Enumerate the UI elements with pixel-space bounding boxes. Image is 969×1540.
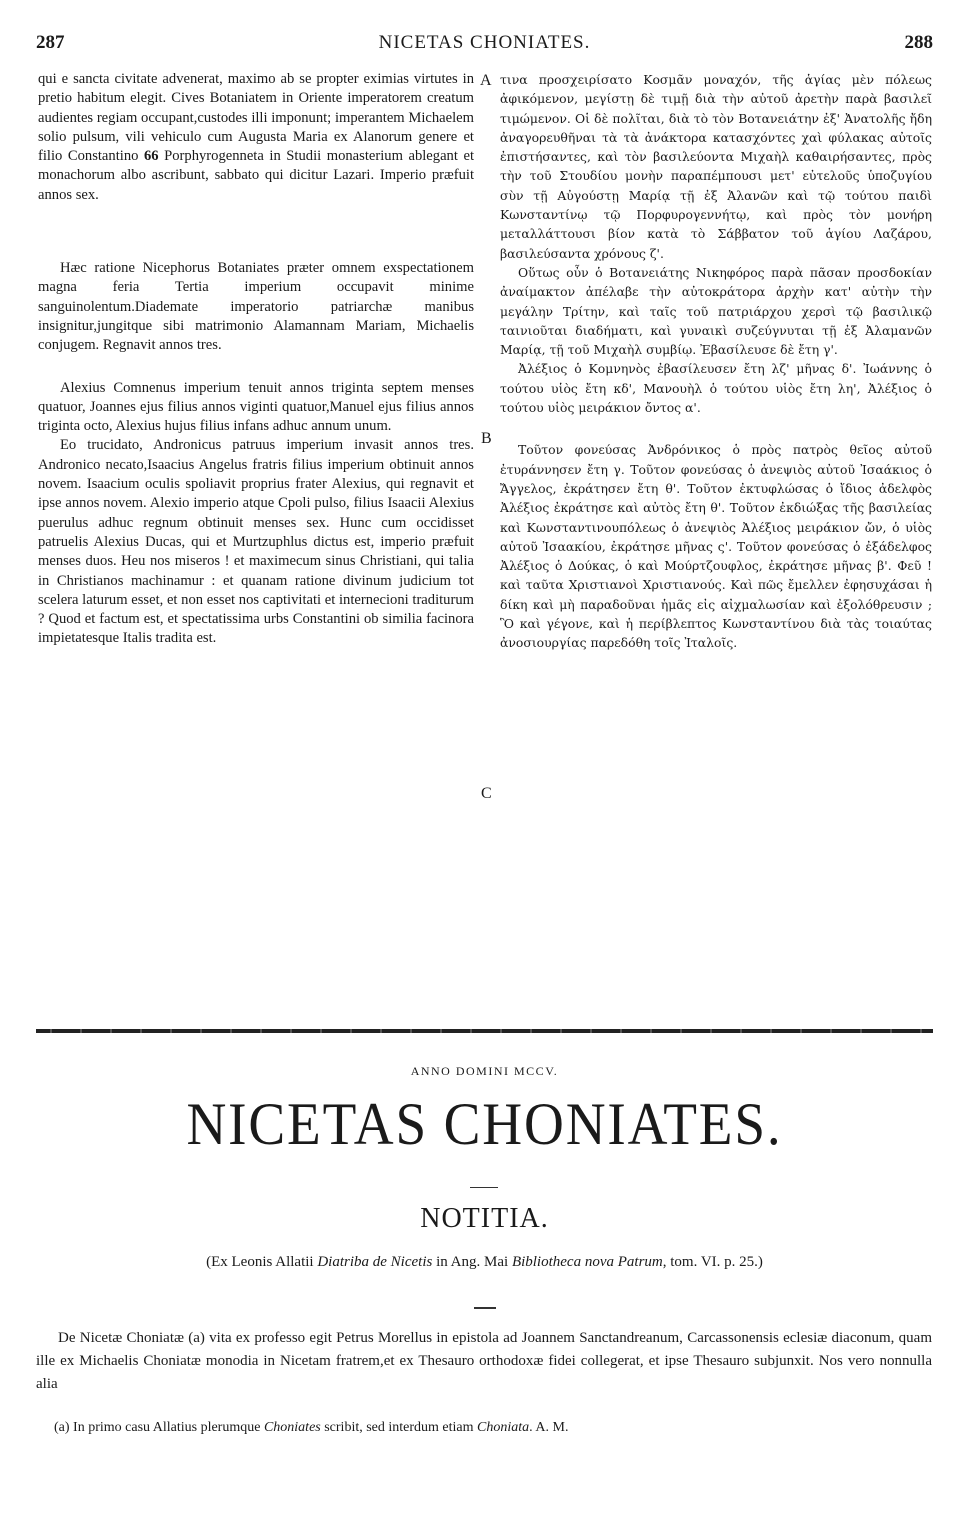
title-rule	[470, 1187, 498, 1188]
column-number: 66	[143, 148, 159, 165]
page-number-right: 288	[904, 32, 933, 53]
latin-column	[38, 70, 474, 649]
greek-paragraph-1: τινα προσχειρίσατο Κοσμᾶν μοναχόν, τῆς ἁγίας μὲν πόλεως ἀφικόμενον, μεγίστῃ δὲ τιμῇ διὰ τὴν αὐτοῦ ἀρετὴν παρὰ βασιλεῖ τιμώμενον. Οἱ δὲ πολῖται, διὰ τὸ τὸν Βοτανειάτην ἐξ' Ἀνατολῆς ἤδη ἀναγορευθῆναι τὰ τὰ ἀνάκτορα κατασχόντες χαὶ φύλακας αὐτοῖς ἐπιστήσαντες, καὶ τὸν βασιλεύοντα Μιχαὴλ καθαιρήσαντες, πρὸς τὴν τοῦ Στουδίου μονὴν παραπέμπουσι μετ' εὐτελοῦς ὑποζυγίου σὺν τῇ Αὐγούστῃ Μαρίᾳ τῇ ἐξ Ἀλανῶν καὶ τῷ τούτου παιδὶ Κωνσταντίνῳ τῷ Πορφυρογεννήτῳ, καὶ πρὸς τὸν μονήρη μεταλλάττουσι βίον κατὰ τὸ Σάββατον τοῦ ἁγίου Λαζάρου, βασιλεύσαντα χρόνους ζ'.	[500, 72, 932, 261]
margin-marker-c: C	[481, 785, 492, 802]
anno-domini: ANNO DOMINI MCCV.	[410, 1064, 559, 1078]
notitia-paragraph: De Nicetæ Choniatæ (a) vita ex professo egit Petrus Morellus in epistola ad Joannem Sanctandreanum, Carcassonensis eclesiæ diaconum, quam ille ex Michaelis Choniatæ monodia in Nicetam fratrem,et ex Thesauro orthodoxæ fidei collegerat, et ipse Thesauro subjunxit. Nos vero nonnulla alia	[36, 1330, 932, 1392]
margin-marker-b: B	[481, 430, 492, 447]
section-divider	[36, 1029, 933, 1033]
greek-column	[500, 70, 932, 653]
greek-paragraph-4: Τοῦτον φονεύσας Ἀνδρόνικος ὁ πρὸς πατρὸς θεῖος αὐτοῦ ἐτυράννησεν ἔτη γ. Τοῦτον φονεύσας ὁ ἀνεψιὸς αὐτοῦ Ἰσαάκιος ὁ Ἄγγελος, ἐκράτησεν ἔτη θ'. Τοῦτον ἐκτυφλώσας ὁ ἴδιος ἀδελφὸς Ἀλέξιος ἐκράτησε καὶ αὐτὸς ἔτη θ'. Τοῦτον ἐκδιώξας τῆς βασιλείας καὶ Κωνσταντινουπόλεως ὁ ἀνεψιὸς Ἀλέξιος μειράκιον ὤν, ὁ υἱὸς αὐτοῦ Ἰσαακίου, ἐκράτησε μῆνας ς'. Τοῦτον φονεύσας ὁ ἐξάδελφος Ἀλέξιος ὁ Δούκας, ὁ καὶ Μούρτζουφλος, ἐκράτησε μῆνας β'. Φεῦ ! καὶ ταῦτα Χριστιανοὶ Χριστιανούς. Καὶ πῶς ἔμελλεν ἐφησυχάσαι ἡ δίκη καὶ μὴ παραδοῦναι ἡμᾶς εἰς αἰχμαλωσίαν καὶ ἐξολόθρευσιν ; Ὃ καὶ γέγονε, καὶ ἡ περίβλεπτος Κωνσταντίνου διὰ τὰς τοιαύτας ἀνοσιουργίας παρεδόθη τοῖς Ἰταλοῖς.	[500, 442, 932, 651]
section-subtitle: NOTITIA.	[420, 1203, 549, 1234]
greek-paragraph-3: Ἀλέξιος ὁ Κομνηνὸς ἐβασίλευσεν ἔτη λζ' μῆνας δ'. Ἰωάννης ὁ τούτου υἱὸς ἔτη κδ', Μανουὴλ ὁ τούτου υἱὸς ἔτη λη', Ἀλέξιος ὁ τούτου υἱὸς μειράκιον ὄντος α'.	[500, 361, 932, 416]
latin-paragraph-4: Eo trucidato, Andronicus patruus imperium invasit annos tres. Andronico necato,Isaacius Angelus fratris filius imperium obtinuit annos novem. Isaacium oculis spoliavit proprius frater Alexius, qui regnavit et ipse annos novem. Alexio imperio atque Cpoli pulso, filius Isaacii Alexius puerulus adhuc regnum obtinuit menses sex. Hunc cum occidisset patruelis Alexius Ducas, qui et Murtzuphlus dictus est, imperio præfuit menses duos. Heu nos miseros ! et maximecum sinus Christiani, qui talia in Christianos machinamur : et quanam ratione divinum judicium tot scelera laturum esset, et non esset nos captivitati et internecioni traditurum ? Quod et factum est, et spectatissima urbs Constantini ob similia facinora impietatesque Italis tradita est.	[38, 437, 474, 647]
latin-paragraph-1: qui e sancta civitate advenerat, maximo ab se propter eximias virtutes in pretio habitum elegit. Cives Botaniatem in Oriente imperatorem creatum audientes regiam occupant,custodes illi imponunt; imperantem Michaelem solio pulsum, vili vehiculo cum Augusta Maria ex Alanorum genere et filio Constantino 66 Porphyrogenneta in Studii monasterium ablegant et monachorum albo ascribunt, sabbato qui dicitur Lazari. Imperio præfuit annos sex.	[38, 71, 474, 203]
source-citation: (Ex Leonis Allatii Diatriba de Nicetis in Ang. Mai Bibliotheca nova Patrum, tom. VI. p. 25.)	[206, 1254, 763, 1270]
footnote: (a) In primo casu Allatius plerumque Choniates scribit, sed interdum etiam Choniata. A. M.	[54, 1420, 569, 1435]
margin-marker-a: A	[480, 72, 492, 89]
page-header	[36, 32, 933, 60]
running-title: NICETAS CHONIATES.	[378, 32, 591, 53]
greek-paragraph-2: Οὕτως οὖν ὁ Βοτανειάτης Νικηφόρος παρὰ πᾶσαν προσδοκίαν ἀναίμακτον ἀπέλαβε τὴν αὐτοκράτορα ἀρχὴν κατ' αὐτὴν τὴν μεγάλην Τρίτην, καὶ ταῖς τοῦ πατριάρχου χερσὶ τῷ βασιλικῷ ταινιοῦται διαδήματι, καὶ γυναικὶ συζεύγνυται τῇ ἐξ Ἀλαμανῶν Μαρίᾳ, τῇ τοῦ Μιχαὴλ συμβίῳ. Ἐβασίλευσε δὲ ἔτη γ'.	[500, 264, 932, 358]
section-title: NICETAS CHONIATES.	[186, 1091, 783, 1157]
citation-rule	[474, 1307, 496, 1309]
notitia-body	[36, 1327, 932, 1396]
latin-paragraph-2: Hæc ratione Nicephorus Botaniates præter omnem exspectationem magna feria Tertia imperium occupavit minime sanguinolentum.Diademate imperatorio patriarchæ manibus insignitur,jungitque sibi matrimonio Alamannam Mariam, Michaelis conjugem. Regnavit annos tres.	[38, 260, 474, 354]
page-number-left: 287	[36, 32, 65, 53]
latin-paragraph-3: Alexius Comnenus imperium tenuit annos triginta septem menses quatuor, Joannes ejus filius annos viginti quatuor,Manuel ejus filius annos triginta octo, Alexius hujus filius infans adhuc annum unum.	[38, 379, 474, 435]
